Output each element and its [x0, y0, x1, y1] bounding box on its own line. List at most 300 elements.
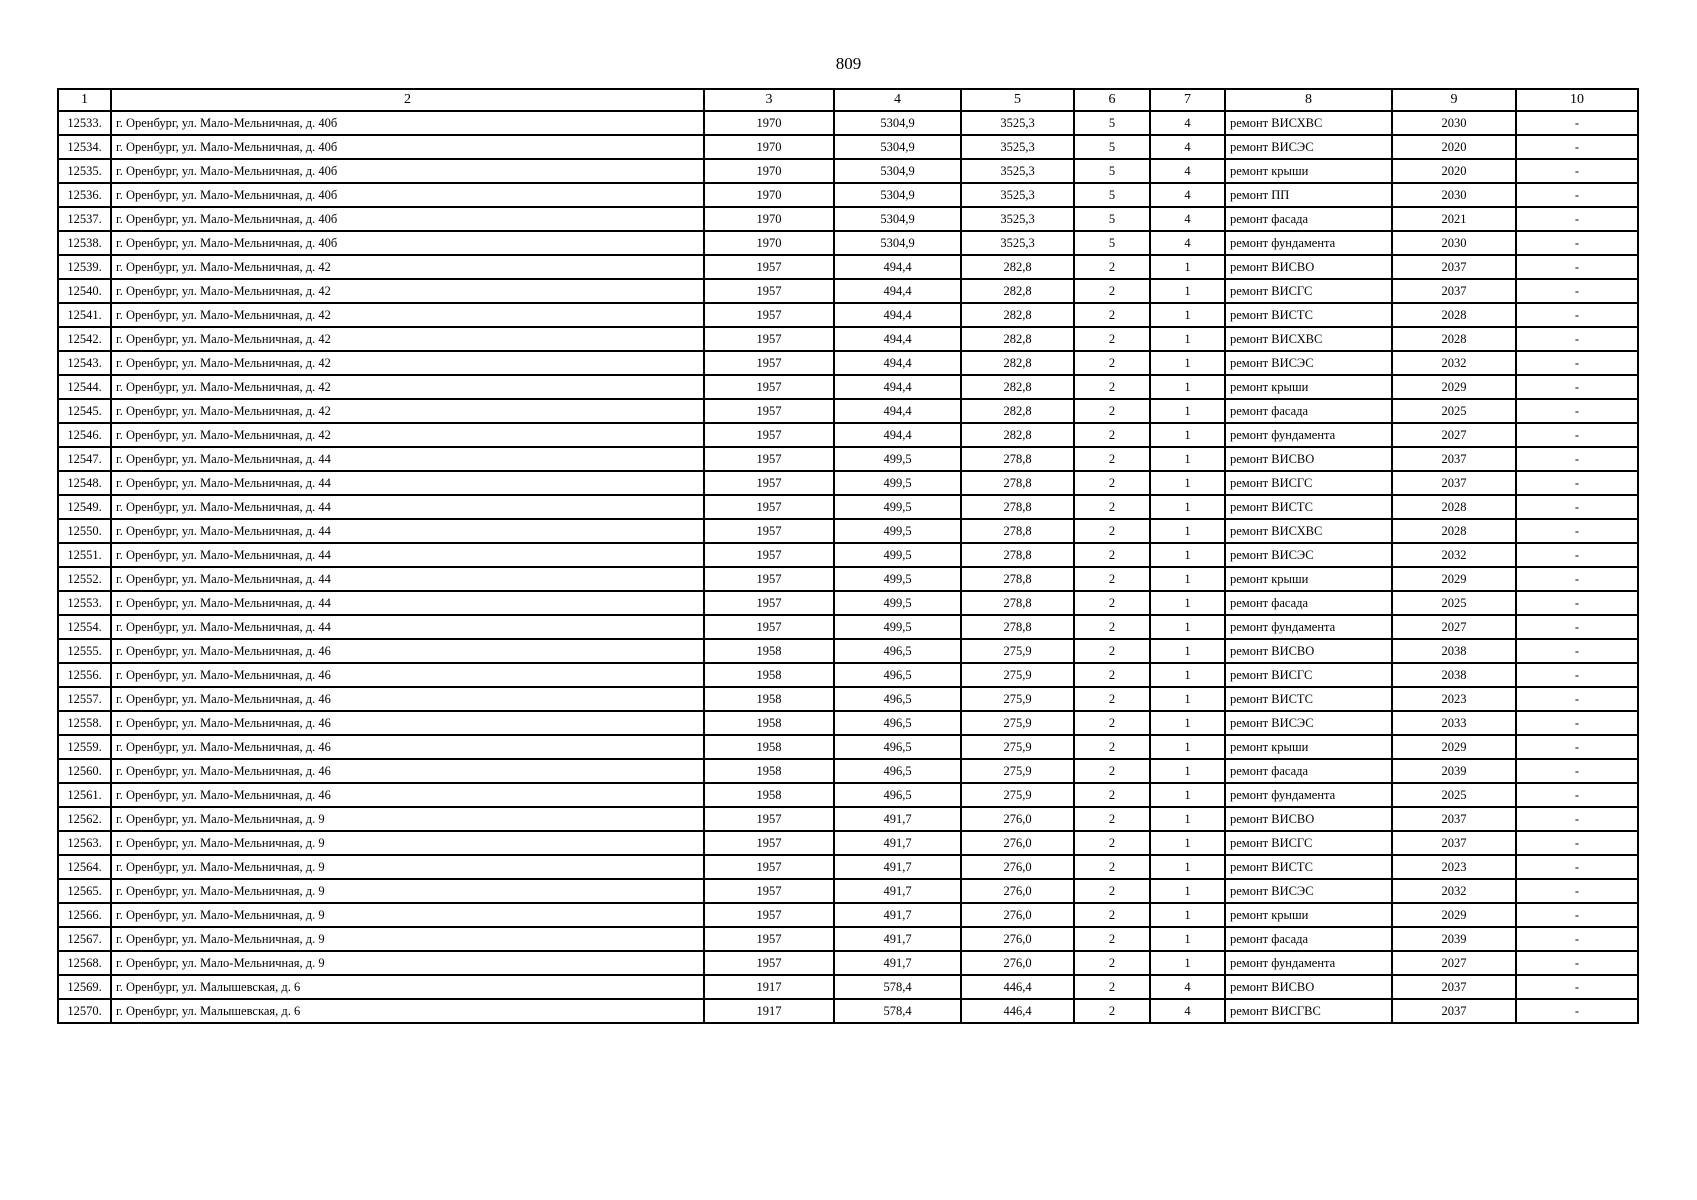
- column-header-1: 1: [58, 89, 111, 111]
- cell-floors: 5: [1074, 231, 1150, 255]
- cell-work-type: ремонт ВИСГС: [1225, 663, 1392, 687]
- cell-address: г. Оренбург, ул. Мало-Мельничная, д. 40б: [111, 111, 704, 135]
- cell-floors: 5: [1074, 159, 1150, 183]
- cell-year-built: 1970: [704, 231, 834, 255]
- cell-total-area: 578,4: [834, 999, 961, 1023]
- cell-planned-year: 2037: [1392, 471, 1516, 495]
- cell-work-type: ремонт крыши: [1225, 735, 1392, 759]
- cell-living-area: 275,9: [961, 687, 1074, 711]
- cell-total-area: 494,4: [834, 327, 961, 351]
- cell-column-10: -: [1516, 471, 1638, 495]
- cell-floors: 2: [1074, 975, 1150, 999]
- cell-entrances: 1: [1150, 447, 1225, 471]
- table-row: [58, 687, 1638, 711]
- cell-year-built: 1957: [704, 951, 834, 975]
- cell-work-type: ремонт крыши: [1225, 567, 1392, 591]
- table-row: [58, 999, 1638, 1023]
- cell-entrances: 1: [1150, 807, 1225, 831]
- cell-row-number: 12559.: [58, 735, 111, 759]
- table-row: [58, 231, 1638, 255]
- cell-year-built: 1958: [704, 735, 834, 759]
- cell-row-number: 12539.: [58, 255, 111, 279]
- cell-entrances: 1: [1150, 471, 1225, 495]
- table-row: [58, 567, 1638, 591]
- cell-year-built: 1970: [704, 111, 834, 135]
- cell-total-area: 494,4: [834, 423, 961, 447]
- cell-total-area: 491,7: [834, 831, 961, 855]
- cell-total-area: 496,5: [834, 711, 961, 735]
- cell-work-type: ремонт ВИСВО: [1225, 255, 1392, 279]
- cell-year-built: 1957: [704, 303, 834, 327]
- cell-floors: 2: [1074, 591, 1150, 615]
- cell-living-area: 282,8: [961, 351, 1074, 375]
- cell-work-type: ремонт ВИСЭС: [1225, 543, 1392, 567]
- cell-planned-year: 2037: [1392, 807, 1516, 831]
- cell-floors: 2: [1074, 423, 1150, 447]
- cell-floors: 2: [1074, 807, 1150, 831]
- cell-year-built: 1957: [704, 423, 834, 447]
- cell-work-type: ремонт фасада: [1225, 759, 1392, 783]
- cell-floors: 5: [1074, 183, 1150, 207]
- cell-row-number: 12550.: [58, 519, 111, 543]
- cell-row-number: 12533.: [58, 111, 111, 135]
- column-header-3: 3: [704, 89, 834, 111]
- cell-column-10: -: [1516, 447, 1638, 471]
- cell-living-area: 278,8: [961, 495, 1074, 519]
- table-row: [58, 759, 1638, 783]
- cell-year-built: 1957: [704, 855, 834, 879]
- cell-row-number: 12567.: [58, 927, 111, 951]
- cell-living-area: 278,8: [961, 471, 1074, 495]
- column-header-4: 4: [834, 89, 961, 111]
- cell-column-10: -: [1516, 687, 1638, 711]
- header-row: [58, 89, 1638, 111]
- cell-work-type: ремонт ПП: [1225, 183, 1392, 207]
- cell-living-area: 282,8: [961, 255, 1074, 279]
- cell-row-number: 12535.: [58, 159, 111, 183]
- cell-entrances: 1: [1150, 759, 1225, 783]
- cell-work-type: ремонт ВИСГВС: [1225, 999, 1392, 1023]
- cell-living-area: 275,9: [961, 783, 1074, 807]
- cell-row-number: 12563.: [58, 831, 111, 855]
- cell-living-area: 276,0: [961, 807, 1074, 831]
- cell-total-area: 496,5: [834, 639, 961, 663]
- cell-planned-year: 2020: [1392, 135, 1516, 159]
- cell-column-10: -: [1516, 927, 1638, 951]
- cell-living-area: 278,8: [961, 543, 1074, 567]
- cell-floors: 2: [1074, 951, 1150, 975]
- cell-row-number: 12558.: [58, 711, 111, 735]
- cell-row-number: 12562.: [58, 807, 111, 831]
- cell-floors: 2: [1074, 351, 1150, 375]
- cell-total-area: 491,7: [834, 807, 961, 831]
- cell-year-built: 1957: [704, 927, 834, 951]
- cell-total-area: 494,4: [834, 351, 961, 375]
- cell-column-10: -: [1516, 255, 1638, 279]
- cell-total-area: 496,5: [834, 735, 961, 759]
- cell-entrances: 4: [1150, 999, 1225, 1023]
- cell-address: г. Оренбург, ул. Мало-Мельничная, д. 44: [111, 447, 704, 471]
- cell-planned-year: 2025: [1392, 591, 1516, 615]
- table-row: [58, 663, 1638, 687]
- cell-column-10: -: [1516, 615, 1638, 639]
- cell-row-number: 12536.: [58, 183, 111, 207]
- cell-row-number: 12554.: [58, 615, 111, 639]
- cell-year-built: 1958: [704, 663, 834, 687]
- cell-living-area: 278,8: [961, 567, 1074, 591]
- cell-row-number: 12549.: [58, 495, 111, 519]
- table-row: [58, 135, 1638, 159]
- cell-year-built: 1958: [704, 759, 834, 783]
- cell-row-number: 12537.: [58, 207, 111, 231]
- cell-total-area: 491,7: [834, 927, 961, 951]
- cell-planned-year: 2020: [1392, 159, 1516, 183]
- cell-column-10: -: [1516, 183, 1638, 207]
- cell-column-10: -: [1516, 159, 1638, 183]
- cell-row-number: 12546.: [58, 423, 111, 447]
- cell-work-type: ремонт ВИСВО: [1225, 639, 1392, 663]
- cell-total-area: 499,5: [834, 447, 961, 471]
- table-row: [58, 519, 1638, 543]
- cell-year-built: 1957: [704, 399, 834, 423]
- cell-work-type: ремонт ВИСВО: [1225, 975, 1392, 999]
- cell-planned-year: 2030: [1392, 183, 1516, 207]
- cell-total-area: 5304,9: [834, 231, 961, 255]
- cell-work-type: ремонт фасада: [1225, 207, 1392, 231]
- column-header-8: 8: [1225, 89, 1392, 111]
- cell-address: г. Оренбург, ул. Мало-Мельничная, д. 9: [111, 807, 704, 831]
- column-header-2: 2: [111, 89, 704, 111]
- cell-total-area: 496,5: [834, 759, 961, 783]
- cell-row-number: 12568.: [58, 951, 111, 975]
- cell-entrances: 4: [1150, 135, 1225, 159]
- cell-year-built: 1957: [704, 351, 834, 375]
- cell-column-10: -: [1516, 903, 1638, 927]
- cell-row-number: 12564.: [58, 855, 111, 879]
- cell-planned-year: 2027: [1392, 951, 1516, 975]
- cell-row-number: 12542.: [58, 327, 111, 351]
- cell-year-built: 1957: [704, 375, 834, 399]
- cell-living-area: 276,0: [961, 951, 1074, 975]
- cell-planned-year: 2029: [1392, 735, 1516, 759]
- cell-entrances: 1: [1150, 591, 1225, 615]
- cell-planned-year: 2025: [1392, 399, 1516, 423]
- cell-living-area: 446,4: [961, 999, 1074, 1023]
- cell-floors: 2: [1074, 663, 1150, 687]
- cell-floors: 2: [1074, 735, 1150, 759]
- cell-address: г. Оренбург, ул. Мало-Мельничная, д. 46: [111, 759, 704, 783]
- cell-entrances: 4: [1150, 207, 1225, 231]
- cell-living-area: 282,8: [961, 279, 1074, 303]
- cell-total-area: 496,5: [834, 663, 961, 687]
- cell-year-built: 1917: [704, 975, 834, 999]
- cell-column-10: -: [1516, 375, 1638, 399]
- cell-year-built: 1970: [704, 135, 834, 159]
- cell-floors: 2: [1074, 519, 1150, 543]
- cell-total-area: 494,4: [834, 255, 961, 279]
- cell-living-area: 282,8: [961, 399, 1074, 423]
- cell-entrances: 1: [1150, 663, 1225, 687]
- cell-address: г. Оренбург, ул. Мало-Мельничная, д. 44: [111, 543, 704, 567]
- cell-living-area: 276,0: [961, 855, 1074, 879]
- cell-entrances: 1: [1150, 639, 1225, 663]
- cell-year-built: 1957: [704, 807, 834, 831]
- cell-row-number: 12540.: [58, 279, 111, 303]
- cell-total-area: 491,7: [834, 855, 961, 879]
- registry-table: [57, 88, 1639, 1024]
- cell-work-type: ремонт ВИСЭС: [1225, 711, 1392, 735]
- cell-work-type: ремонт ВИСЭС: [1225, 135, 1392, 159]
- cell-entrances: 1: [1150, 351, 1225, 375]
- cell-address: г. Оренбург, ул. Мало-Мельничная, д. 9: [111, 831, 704, 855]
- cell-address: г. Оренбург, ул. Мало-Мельничная, д. 40б: [111, 183, 704, 207]
- cell-living-area: 278,8: [961, 519, 1074, 543]
- cell-floors: 2: [1074, 687, 1150, 711]
- table-row: [58, 639, 1638, 663]
- cell-row-number: 12561.: [58, 783, 111, 807]
- cell-planned-year: 2028: [1392, 519, 1516, 543]
- cell-work-type: ремонт фасада: [1225, 591, 1392, 615]
- cell-living-area: 3525,3: [961, 231, 1074, 255]
- cell-entrances: 1: [1150, 279, 1225, 303]
- cell-floors: 2: [1074, 471, 1150, 495]
- cell-planned-year: 2028: [1392, 327, 1516, 351]
- cell-total-area: 499,5: [834, 495, 961, 519]
- cell-year-built: 1958: [704, 711, 834, 735]
- cell-column-10: -: [1516, 639, 1638, 663]
- cell-planned-year: 2032: [1392, 351, 1516, 375]
- cell-living-area: 276,0: [961, 927, 1074, 951]
- cell-work-type: ремонт фундамента: [1225, 783, 1392, 807]
- cell-address: г. Оренбург, ул. Мало-Мельничная, д. 9: [111, 951, 704, 975]
- table-row: [58, 375, 1638, 399]
- cell-column-10: -: [1516, 951, 1638, 975]
- cell-floors: 2: [1074, 375, 1150, 399]
- table-row: [58, 903, 1638, 927]
- cell-planned-year: 2027: [1392, 423, 1516, 447]
- cell-planned-year: 2039: [1392, 759, 1516, 783]
- cell-column-10: -: [1516, 711, 1638, 735]
- cell-row-number: 12570.: [58, 999, 111, 1023]
- cell-floors: 2: [1074, 567, 1150, 591]
- cell-column-10: -: [1516, 495, 1638, 519]
- cell-work-type: ремонт ВИСТС: [1225, 687, 1392, 711]
- cell-row-number: 12551.: [58, 543, 111, 567]
- cell-entrances: 1: [1150, 735, 1225, 759]
- cell-row-number: 12565.: [58, 879, 111, 903]
- cell-total-area: 578,4: [834, 975, 961, 999]
- cell-living-area: 276,0: [961, 879, 1074, 903]
- cell-entrances: 1: [1150, 327, 1225, 351]
- cell-living-area: 282,8: [961, 303, 1074, 327]
- cell-column-10: -: [1516, 591, 1638, 615]
- cell-column-10: -: [1516, 975, 1638, 999]
- cell-entrances: 1: [1150, 519, 1225, 543]
- column-header-9: 9: [1392, 89, 1516, 111]
- cell-column-10: -: [1516, 111, 1638, 135]
- cell-floors: 2: [1074, 255, 1150, 279]
- table-row: [58, 207, 1638, 231]
- cell-address: г. Оренбург, ул. Мало-Мельничная, д. 42: [111, 399, 704, 423]
- table-row: [58, 855, 1638, 879]
- cell-entrances: 1: [1150, 303, 1225, 327]
- cell-floors: 2: [1074, 831, 1150, 855]
- cell-floors: 2: [1074, 999, 1150, 1023]
- cell-planned-year: 2038: [1392, 663, 1516, 687]
- cell-living-area: 275,9: [961, 735, 1074, 759]
- cell-column-10: -: [1516, 999, 1638, 1023]
- cell-work-type: ремонт крыши: [1225, 375, 1392, 399]
- cell-living-area: 278,8: [961, 447, 1074, 471]
- cell-row-number: 12569.: [58, 975, 111, 999]
- cell-column-10: -: [1516, 735, 1638, 759]
- cell-row-number: 12545.: [58, 399, 111, 423]
- table-row: [58, 159, 1638, 183]
- cell-living-area: 276,0: [961, 903, 1074, 927]
- cell-work-type: ремонт ВИСТС: [1225, 855, 1392, 879]
- table-row: [58, 807, 1638, 831]
- cell-address: г. Оренбург, ул. Мало-Мельничная, д. 44: [111, 471, 704, 495]
- table-row: [58, 255, 1638, 279]
- cell-work-type: ремонт ВИСХВС: [1225, 327, 1392, 351]
- cell-year-built: 1917: [704, 999, 834, 1023]
- cell-planned-year: 2030: [1392, 231, 1516, 255]
- cell-address: г. Оренбург, ул. Мало-Мельничная, д. 44: [111, 495, 704, 519]
- cell-floors: 5: [1074, 135, 1150, 159]
- cell-planned-year: 2029: [1392, 903, 1516, 927]
- cell-column-10: -: [1516, 567, 1638, 591]
- cell-planned-year: 2028: [1392, 495, 1516, 519]
- page-number: 809: [835, 54, 862, 73]
- cell-total-area: 494,4: [834, 375, 961, 399]
- cell-planned-year: 2033: [1392, 711, 1516, 735]
- cell-planned-year: 2030: [1392, 111, 1516, 135]
- cell-entrances: 1: [1150, 567, 1225, 591]
- cell-work-type: ремонт ВИСГС: [1225, 279, 1392, 303]
- cell-row-number: 12547.: [58, 447, 111, 471]
- cell-total-area: 494,4: [834, 303, 961, 327]
- table-row: [58, 279, 1638, 303]
- cell-entrances: 1: [1150, 927, 1225, 951]
- cell-planned-year: 2037: [1392, 975, 1516, 999]
- cell-year-built: 1958: [704, 687, 834, 711]
- table-row: [58, 111, 1638, 135]
- cell-planned-year: 2038: [1392, 639, 1516, 663]
- cell-address: г. Оренбург, ул. Мало-Мельничная, д. 42: [111, 327, 704, 351]
- cell-address: г. Оренбург, ул. Мало-Мельничная, д. 42: [111, 351, 704, 375]
- column-header-6: 6: [1074, 89, 1150, 111]
- cell-floors: 2: [1074, 447, 1150, 471]
- cell-work-type: ремонт фасада: [1225, 399, 1392, 423]
- cell-planned-year: 2037: [1392, 447, 1516, 471]
- column-header-7: 7: [1150, 89, 1225, 111]
- cell-row-number: 12534.: [58, 135, 111, 159]
- cell-work-type: ремонт фундамента: [1225, 231, 1392, 255]
- cell-column-10: -: [1516, 207, 1638, 231]
- column-header-5: 5: [961, 89, 1074, 111]
- cell-work-type: ремонт ВИСТС: [1225, 303, 1392, 327]
- cell-planned-year: 2023: [1392, 855, 1516, 879]
- cell-year-built: 1957: [704, 831, 834, 855]
- cell-entrances: 1: [1150, 495, 1225, 519]
- cell-total-area: 491,7: [834, 879, 961, 903]
- table-row: [58, 615, 1638, 639]
- cell-planned-year: 2032: [1392, 879, 1516, 903]
- cell-address: г. Оренбург, ул. Мало-Мельничная, д. 42: [111, 279, 704, 303]
- cell-total-area: 494,4: [834, 279, 961, 303]
- cell-work-type: ремонт фундамента: [1225, 951, 1392, 975]
- cell-row-number: 12557.: [58, 687, 111, 711]
- cell-work-type: ремонт фундамента: [1225, 615, 1392, 639]
- cell-entrances: 4: [1150, 111, 1225, 135]
- cell-entrances: 1: [1150, 543, 1225, 567]
- table-row: [58, 495, 1638, 519]
- cell-entrances: 1: [1150, 879, 1225, 903]
- cell-year-built: 1957: [704, 255, 834, 279]
- cell-work-type: ремонт фасада: [1225, 927, 1392, 951]
- cell-address: г. Оренбург, ул. Мало-Мельничная, д. 44: [111, 615, 704, 639]
- cell-total-area: 494,4: [834, 399, 961, 423]
- cell-column-10: -: [1516, 327, 1638, 351]
- cell-column-10: -: [1516, 543, 1638, 567]
- cell-column-10: -: [1516, 351, 1638, 375]
- cell-row-number: 12556.: [58, 663, 111, 687]
- cell-planned-year: 2029: [1392, 567, 1516, 591]
- cell-total-area: 5304,9: [834, 183, 961, 207]
- cell-planned-year: 2032: [1392, 543, 1516, 567]
- cell-column-10: -: [1516, 399, 1638, 423]
- cell-living-area: 282,8: [961, 423, 1074, 447]
- cell-address: г. Оренбург, ул. Мало-Мельничная, д. 40б: [111, 135, 704, 159]
- table-row: [58, 303, 1638, 327]
- table-row: [58, 471, 1638, 495]
- table-row: [58, 423, 1638, 447]
- cell-column-10: -: [1516, 135, 1638, 159]
- cell-row-number: 12548.: [58, 471, 111, 495]
- cell-living-area: 3525,3: [961, 135, 1074, 159]
- table-row: [58, 351, 1638, 375]
- cell-year-built: 1957: [704, 279, 834, 303]
- cell-row-number: 12552.: [58, 567, 111, 591]
- cell-row-number: 12553.: [58, 591, 111, 615]
- cell-column-10: -: [1516, 807, 1638, 831]
- cell-work-type: ремонт ВИСГС: [1225, 471, 1392, 495]
- cell-work-type: ремонт ВИСТС: [1225, 495, 1392, 519]
- cell-address: г. Оренбург, ул. Мало-Мельничная, д. 46: [111, 687, 704, 711]
- cell-living-area: 275,9: [961, 759, 1074, 783]
- cell-floors: 2: [1074, 327, 1150, 351]
- cell-column-10: -: [1516, 231, 1638, 255]
- cell-address: г. Оренбург, ул. Мало-Мельничная, д. 44: [111, 519, 704, 543]
- cell-living-area: 3525,3: [961, 111, 1074, 135]
- cell-planned-year: 2028: [1392, 303, 1516, 327]
- cell-work-type: ремонт ВИСХВС: [1225, 111, 1392, 135]
- cell-work-type: ремонт ВИСВО: [1225, 807, 1392, 831]
- cell-row-number: 12538.: [58, 231, 111, 255]
- cell-row-number: 12543.: [58, 351, 111, 375]
- cell-address: г. Оренбург, ул. Мало-Мельничная, д. 44: [111, 591, 704, 615]
- cell-entrances: 1: [1150, 831, 1225, 855]
- cell-floors: 2: [1074, 903, 1150, 927]
- column-header-10: 10: [1516, 89, 1638, 111]
- cell-address: г. Оренбург, ул. Мало-Мельничная, д. 9: [111, 903, 704, 927]
- cell-year-built: 1970: [704, 207, 834, 231]
- table-row: [58, 735, 1638, 759]
- cell-total-area: 499,5: [834, 543, 961, 567]
- cell-entrances: 1: [1150, 255, 1225, 279]
- cell-column-10: -: [1516, 831, 1638, 855]
- cell-planned-year: 2027: [1392, 615, 1516, 639]
